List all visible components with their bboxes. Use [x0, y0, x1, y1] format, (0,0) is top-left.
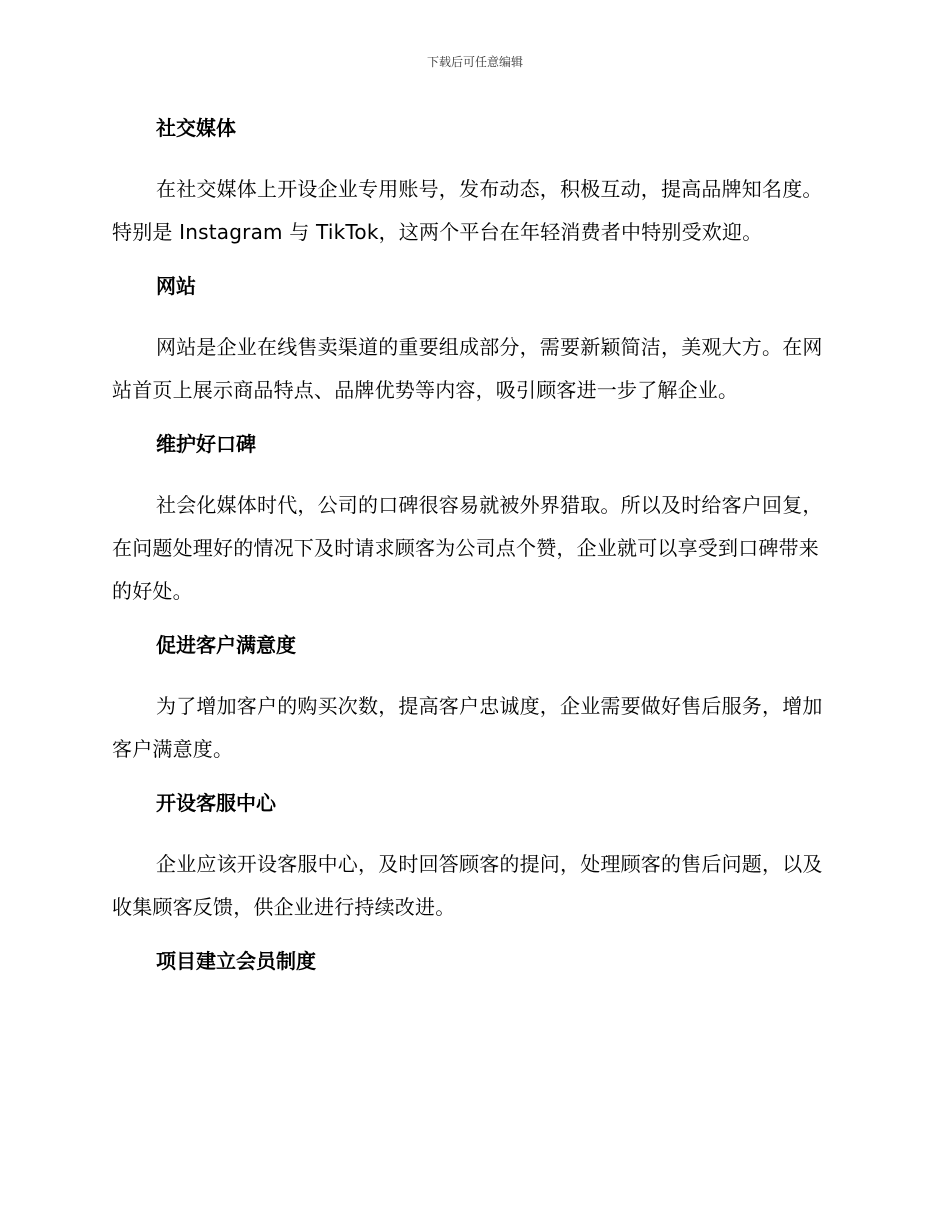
section-membership — [112, 945, 832, 977]
section-paragraph: 社会化媒体时代，公司的口碑很容易就被外界猎取。所以及时给客户回复，在问题处理好的情况下及时请求顾客为公司点个赞，企业就可以享受到口碑带来的好处。 — [112, 493, 823, 603]
section-heading: 维护好口碑 — [156, 432, 256, 456]
page-header-note: 下载后可任意编辑 — [426, 55, 523, 69]
section-website — [112, 270, 832, 428]
section-heading: 开设客服中心 — [156, 791, 276, 815]
section-customer-satisfaction — [112, 629, 832, 787]
section-reputation — [112, 428, 832, 629]
section-paragraph: 企业应该开设客服中心，及时回答顾客的提问，处理顾客的售后问题，以及收集顾客反馈，供企业进行持续改进。 — [112, 852, 823, 919]
section-social-media — [112, 112, 832, 270]
section-heading: 项目建立会员制度 — [156, 949, 316, 973]
section-paragraph: 在社交媒体上开设企业专用账号，发布动态，积极互动，提高品牌知名度。特别是 Instagram 与 TikTok，这两个平台在年轻消费者中特别受欢迎。 — [112, 177, 823, 244]
document-body — [112, 112, 832, 977]
section-paragraph: 为了增加客户的购买次数，提高客户忠诚度，企业需要做好售后服务，增加客户满意度。 — [112, 694, 823, 761]
section-heading: 促进客户满意度 — [156, 633, 296, 657]
section-service-center — [112, 787, 832, 945]
section-heading: 网站 — [156, 274, 196, 298]
section-heading: 社交媒体 — [156, 116, 236, 140]
section-paragraph: 网站是企业在线售卖渠道的重要组成部分，需要新颖简洁，美观大方。在网站首页上展示商品特点、品牌优势等内容，吸引顾客进一步了解企业。 — [112, 335, 823, 402]
